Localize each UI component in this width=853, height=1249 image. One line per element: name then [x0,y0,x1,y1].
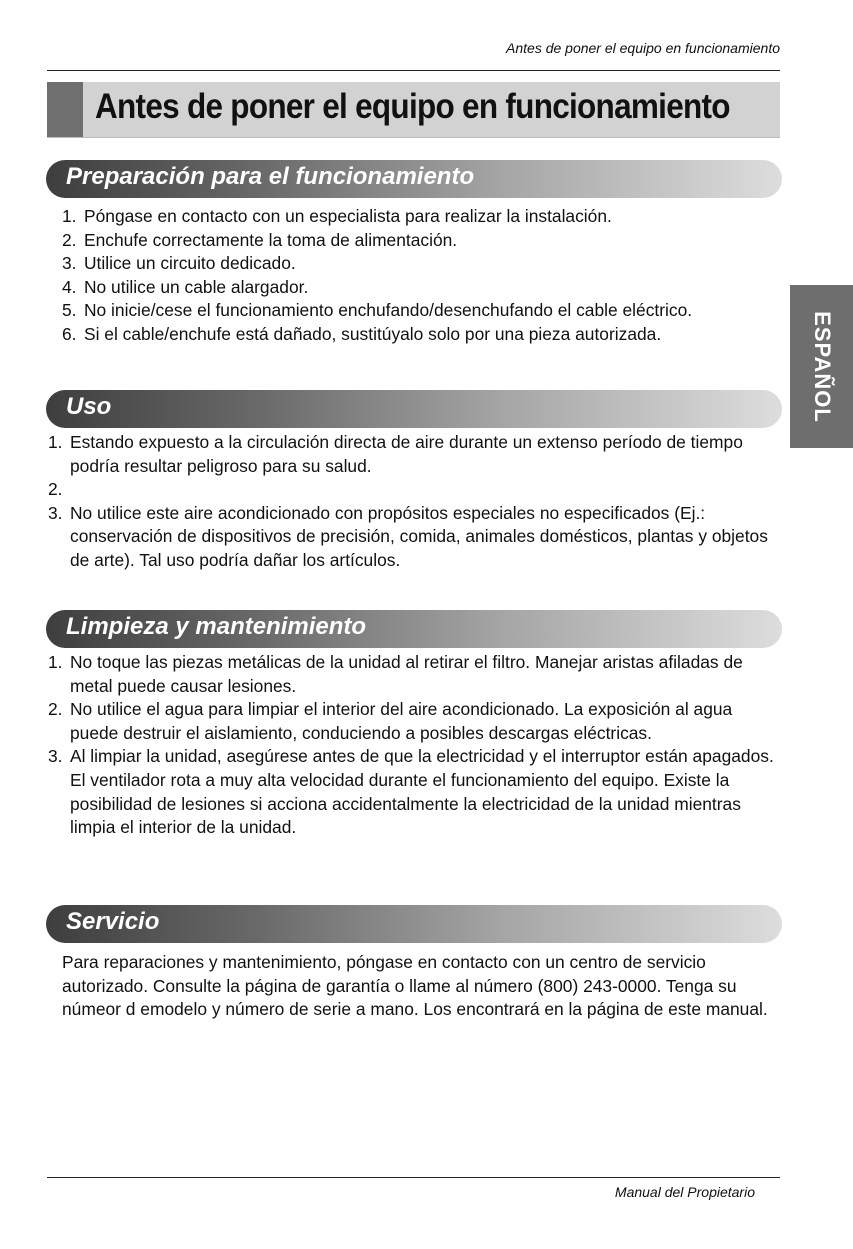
title-accent-square [47,82,83,137]
page-title: Antes de poner el equipo en funcionamiento [95,87,730,126]
list-item [62,252,762,276]
list-item-text: Si el cable/enchufe está dañado, sustitúyalo solo por una pieza autorizada. [84,323,662,344]
page-title-bar [47,82,780,138]
section-header-uso [46,390,782,428]
section-title-preparacion: Preparación para el funcionamiento [66,163,475,190]
list-item-number: 1. [48,652,63,672]
list-item [48,745,778,839]
list-item-text: No utilice el agua para limpiar el interior del aire acondicionado. La exposición al agua puede destruir el aislamiento, conduciendo a posibles descargas eléctricas. [70,699,733,743]
running-header: Antes de poner el equipo en funcionamiento [506,40,780,56]
section-title-servicio: Servicio [66,908,160,935]
section-header-limpieza [46,610,782,648]
list-item [62,205,762,229]
uso-list [48,431,778,573]
list-item-text: Póngase en contacto con un especialista para realizar la instalación. [84,206,612,226]
preparacion-list [62,205,762,347]
list-item-text: No utilice este aire acondicionado con propósitos especiales no especificados (Ej.: conservación de dispositivos de precisión, comida, animales domésticos, plantas y objetos de arte). Tal uso podría dañar los artículos. [70,502,768,570]
list-item [62,276,762,300]
list-item-number: 5. [62,300,77,321]
list-item-text: Utilice un circuito dedicado. [84,253,296,274]
list-item-text: No inicie/cese el funcionamiento enchufando/desenchufando el cable eléctrico. [84,300,693,321]
list-item-number: 3. [48,746,63,767]
list-item-number: 1. [62,206,77,226]
list-item [62,299,762,323]
list-item [62,229,762,253]
list-item [48,431,778,478]
list-item [48,478,778,502]
list-item-text: No utilice un cable alargador. [84,276,309,297]
list-item-text: No toque las piezas metálicas de la unidad al retirar el filtro. Manejar aristas afiladas de metal puede causar lesiones. [70,652,743,696]
section-header-preparacion [46,160,782,198]
list-item-text: Estando expuesto a la circulación directa de aire durante un extenso período de tiempo podría resultar peligroso para su salud. [70,432,743,476]
list-item-number: 2. [62,229,77,250]
servicio-paragraph: Para reparaciones y mantenimiento, póngase en contacto con un centro de servicio autorizado. Consulte la página de garantía o llame al número (800) 243-0000. Tenga su númeor d emodelo y número de serie a mano. Los encontrará en la página de este manual. [62,952,768,1020]
list-item [48,698,778,745]
list-item-number: 2. [48,699,63,720]
list-item [48,651,778,698]
list-item-number: 3. [62,253,77,274]
list-item-number: 3. [48,502,63,523]
page-footer: Manual del Propietario [614,1184,755,1200]
list-item-number: 1. [48,432,63,452]
list-item-number: 2. [48,479,63,500]
language-tab [790,285,853,448]
list-item [62,323,762,347]
language-tab-label: ESPAÑOL [809,310,835,423]
list-item-text: Enchufe correctamente la toma de alimentación. [84,229,458,250]
list-item-text: Al limpiar la unidad, asegúrese antes de que la electricidad y el interruptor están apagados. El ventilador rota a muy alta velocidad durante el funcionamiento del equipo. Existe la posibilidad de lesiones si acciona accidentalmente la electricidad de la unidad mientras limpia el interior de la unidad. [70,746,774,838]
footer-rule [47,1177,780,1178]
list-item [48,502,778,573]
section-title-uso: Uso [66,393,112,420]
list-item-number: 4. [62,276,77,297]
limpieza-list [48,651,778,840]
section-header-servicio [46,905,782,943]
list-item-number: 6. [62,323,77,344]
section-title-limpieza: Limpieza y mantenimiento [66,613,367,640]
header-rule [47,70,780,71]
